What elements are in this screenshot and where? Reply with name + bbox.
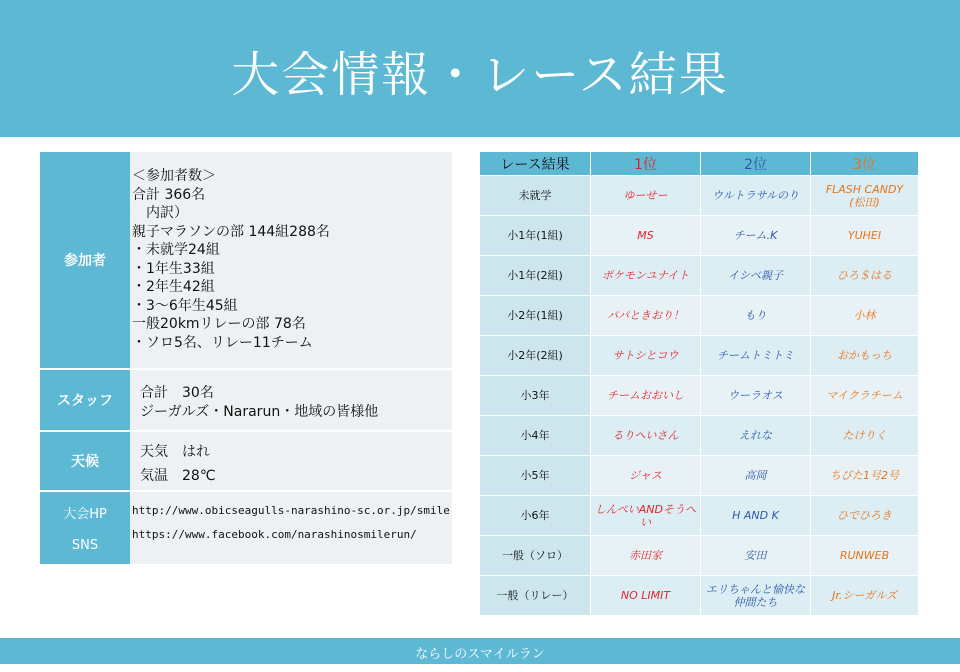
links-label <box>40 492 130 564</box>
first-place-cell: パパときおり！ <box>591 296 701 335</box>
second-place-cell: えれな <box>701 416 811 455</box>
third-place-cell: たけりく <box>811 416 919 455</box>
second-place-cell: チーム.K <box>701 216 811 255</box>
hp-url-link[interactable]: http://www.obicseagulls-narashino-sc.or.jp/smile <box>132 504 450 517</box>
footer-bar: ならしのスマイルラン <box>0 638 960 664</box>
participants-line: 内訳） <box>132 205 188 221</box>
results-row <box>480 575 919 615</box>
third-place-cell: おかもっち <box>811 336 919 375</box>
third-place-cell: ひろ＄はる <box>811 256 919 295</box>
header-banner <box>0 0 960 137</box>
third-place-cell: FLASH CANDY (松田) <box>811 176 919 215</box>
results-row <box>480 415 919 455</box>
third-place-cell: 小林 <box>811 296 919 335</box>
third-place-cell: ひでひろき <box>811 496 919 535</box>
staff-row <box>40 370 452 432</box>
category-cell: 小6年 <box>480 496 591 535</box>
category-cell: 小3年 <box>480 376 591 415</box>
first-place-cell: るりへいさん <box>591 416 701 455</box>
page-title: 大会情報・レース結果 <box>231 47 729 103</box>
first-place-cell: ゆーせー <box>591 176 701 215</box>
staff-label: スタッフ <box>40 370 130 430</box>
staff-value <box>130 370 452 430</box>
second-place-cell: ウーラオス <box>701 376 811 415</box>
results-body <box>480 175 919 615</box>
participants-label: 参加者 <box>40 152 130 368</box>
category-cell: 小2年(1組) <box>480 296 591 335</box>
second-place-cell: イシベ親子 <box>701 256 811 295</box>
sns-url-link[interactable]: https://www.facebook.com/narashinosmilerun/ <box>132 528 417 541</box>
results-header-first: 1位 <box>591 152 701 175</box>
results-row <box>480 335 919 375</box>
participants-line: ・ソロ5名、リレー11チーム <box>132 334 313 351</box>
hp-label: 大会HP <box>63 507 107 522</box>
second-place-cell: エリちゃんと愉快な 仲間たち <box>701 576 811 615</box>
first-place-cell: サトシとコウ <box>591 336 701 375</box>
weather-line: 気温 28℃ <box>140 468 216 484</box>
second-place-cell: チームトミトミ <box>701 336 811 375</box>
first-place-cell: ポケモンユナイト <box>591 256 701 295</box>
third-place-cell: Jr.シーガルズ <box>811 576 919 615</box>
results-row <box>480 375 919 415</box>
sns-label: SNS <box>71 538 99 553</box>
participants-line: ・未就学24組 <box>132 242 220 258</box>
category-cell: 小1年(2組) <box>480 256 591 295</box>
results-row <box>480 175 919 215</box>
participants-line: 親子マラソンの部 144組288名 <box>132 223 330 240</box>
second-place-cell: もり <box>701 296 811 335</box>
first-place-cell: しんぺいANDそうへい <box>591 496 701 535</box>
first-place-cell: チームおおいし <box>591 376 701 415</box>
results-row <box>480 215 919 255</box>
first-place-cell: NO LIMIT <box>591 576 701 615</box>
staff-line: 合計 30名 <box>140 385 214 401</box>
results-row <box>480 535 919 575</box>
results-header-third: 3位 <box>811 152 919 175</box>
participants-value <box>130 152 452 368</box>
second-place-cell: 安田 <box>701 536 811 575</box>
results-row <box>480 495 919 535</box>
category-cell: 未就学 <box>480 176 591 215</box>
second-place-cell: ウルトラサルのり <box>701 176 811 215</box>
first-place-cell: ジャス <box>591 456 701 495</box>
participants-line: 一般20kmリレーの部 78名 <box>132 316 306 332</box>
weather-value <box>130 432 452 490</box>
category-cell: 小4年 <box>480 416 591 455</box>
results-header-second: 2位 <box>701 152 811 175</box>
results-header-category: レース結果 <box>480 152 591 175</box>
first-place-cell: 赤田家 <box>591 536 701 575</box>
results-row <box>480 255 919 295</box>
participants-line: 合計 366名 <box>132 186 206 203</box>
staff-line: ジーガルズ・Nararun・地域の皆様他 <box>140 403 379 420</box>
third-place-cell: YUHEI <box>811 216 919 255</box>
second-place-cell: H AND K <box>701 496 811 535</box>
participants-line: ・2年生42組 <box>132 279 215 295</box>
participants-line: ＜参加者数＞ <box>132 168 216 184</box>
category-cell: 小5年 <box>480 456 591 495</box>
category-cell: 小1年(1組) <box>480 216 591 255</box>
category-cell: 一般（リレー） <box>480 576 591 615</box>
weather-row <box>40 432 452 492</box>
participants-line: ・3〜6年生45組 <box>132 297 238 314</box>
participants-line: ・1年生33組 <box>132 260 215 277</box>
category-cell: 一般（ソロ） <box>480 536 591 575</box>
event-info-table <box>40 152 452 564</box>
results-row <box>480 295 919 335</box>
category-cell: 小2年(2組) <box>480 336 591 375</box>
links-value <box>130 492 452 564</box>
results-header-row <box>480 152 919 175</box>
weather-label: 天候 <box>40 432 130 490</box>
second-place-cell: 高岡 <box>701 456 811 495</box>
third-place-cell: ちびた1号2号 <box>811 456 919 495</box>
first-place-cell: MS <box>591 216 701 255</box>
third-place-cell: RUNWEB <box>811 536 919 575</box>
third-place-cell: マイクラチーム <box>811 376 919 415</box>
results-row <box>480 455 919 495</box>
weather-line: 天気 はれ <box>140 444 210 460</box>
race-results-table <box>480 152 919 615</box>
participants-row <box>40 152 452 370</box>
links-row <box>40 492 452 564</box>
